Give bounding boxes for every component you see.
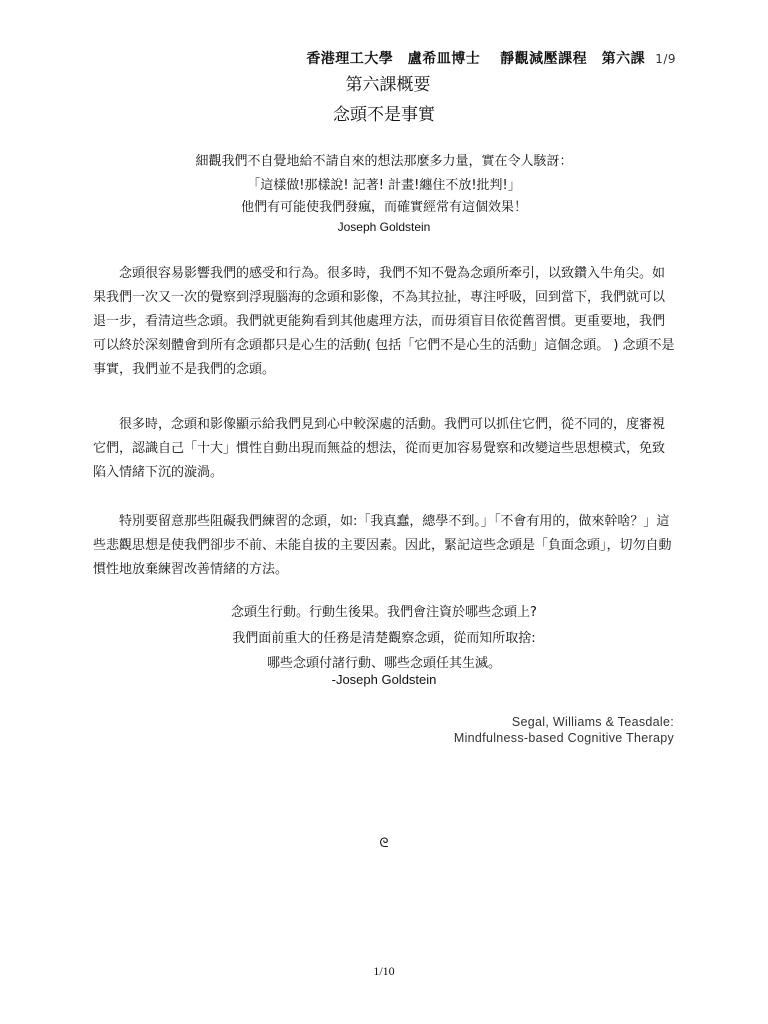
body-paragraph-3: 特別要留意那些阻礙我們練習的念頭，如:「我真蠢，總學不到。」「不會有用的，做來幹啥？」這些悲觀思想是使我們卻步不前、未能自拔的主要因素。因此，緊記這些念頭是「負面念頭」，切勿自動慣性地放棄練習改善情緒的方法。 xyxy=(93,514,672,577)
opening-quote-line-1: 細觀我們不自覺地給不請自來的想法那麼多力量，實在令人駭訝： xyxy=(195,154,573,169)
ornament-icon: ᘓ xyxy=(379,836,389,851)
opening-quote-line-3: 他們有可能使我們發瘋，而確實經常有這個效果！ xyxy=(240,200,527,215)
attribution-authors: Segal, Williams & Teasdale: xyxy=(511,715,674,729)
page-header xyxy=(306,48,676,68)
closing-quote-author: -Joseph Goldstein xyxy=(331,672,437,687)
footer-page-number: 1/10 xyxy=(373,964,395,978)
closing-quote-line-3: 哪些念頭付諸行動、哪些念頭任其生滅。 xyxy=(266,656,501,671)
closing-quote-line-1: 念頭生行動。行動生後果。我們會注資於哪些念頭上? xyxy=(231,605,537,620)
body-paragraph-2: 很多時，念頭和影像顯示給我們見到心中較深處的活動。我們可以抓住它們，從不同的，度審視它們，認識自己「十大」慣性自動出現而無益的想法，從而更加容易覺察和改變這些思想模式，免致陷入情緒下沉的漩渦。 xyxy=(93,417,666,480)
header-page-number: 1/9 xyxy=(655,52,676,66)
lesson-subtitle: 念頭不是事實 xyxy=(333,105,435,125)
opening-quote-author: Joseph Goldstein xyxy=(337,220,431,234)
closing-quote-line-2: 我們面前重大的任務是清楚觀察念頭，從而知所取捨: xyxy=(232,631,536,646)
lesson-title: 第六課概要 xyxy=(345,75,431,95)
body-paragraph-1: 念頭很容易影響我們的感受和行為。很多時，我們不知不覺為念頭所牽引，以致鑽入牛角尖。如果我們一次又一次的覺察到浮現腦海的念頭和影像，不為其拉扯，專注呼吸，回到當下，我們就可以退一步，看清這些念頭。我們就更能夠看到其他處理方法，而毋須盲目依從舊習慣。更重要地，我們可以終於深刻體會到所有念頭都只是心生的活動( 包括「它們不是心生的活動」這個念頭。 ) 念頭不是事實，我們並不是我們的念頭。 xyxy=(93,266,675,377)
attribution-book-title: Mindfulness-based Cognitive Therapy xyxy=(453,731,674,745)
header-text: 香港理工大學 盧希皿博士 靜觀減壓課程 第六課 xyxy=(306,51,646,67)
opening-quote-line-2: 「這樣做!那樣說! 記著! 計畫!纏住不放!批判!」 xyxy=(247,178,521,193)
